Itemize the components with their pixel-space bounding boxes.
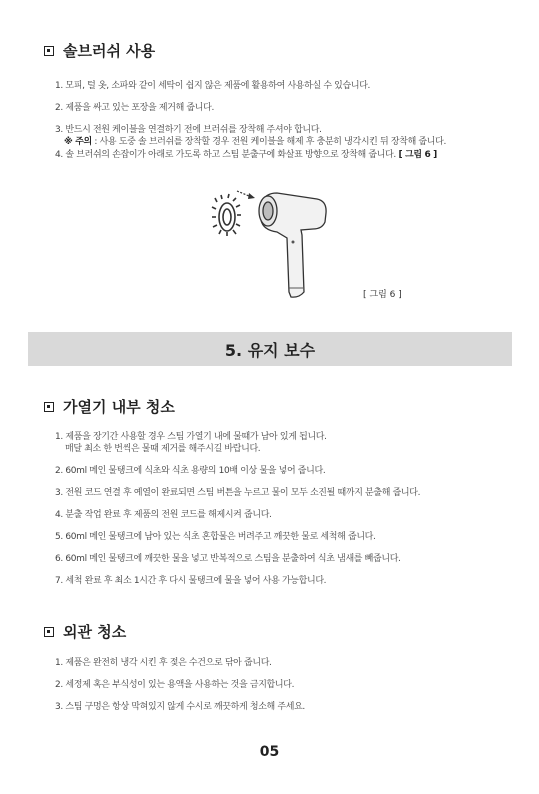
- list-item: [55, 149, 525, 161]
- section-title-text: 외관 청소: [63, 623, 127, 641]
- banner-title: 5. 유지 보수: [224, 340, 316, 360]
- caution-label: ※ 주의: [64, 137, 92, 147]
- section-title-text: 가열기 내부 청소: [63, 398, 175, 416]
- list-item: 1. 제품을 장기간 사용할 경우 스팀 가열기 내에 물때가 남아 있게 됩니다.: [55, 432, 327, 442]
- attach-direction-arrow-icon: [237, 191, 255, 199]
- list-item: 1. 제품은 완전히 냉각 시킨 후 젖은 수건으로 닦아 줍니다.: [55, 658, 272, 668]
- maintenance-banner: [28, 332, 512, 366]
- list-item: 1. 모피, 털 옷, 소파와 같이 세탁이 쉽지 않은 제품에 활용하여 사용하실 수 있습니다.: [55, 81, 371, 91]
- section-title-brush: [44, 40, 155, 61]
- list-item-continued: 매달 최소 한 번씩은 물때 제거를 해주시길 바랍니다.: [65, 444, 261, 454]
- caution-note: [55, 136, 525, 148]
- list-item: 2. 60ml 메인 물탱크에 식초와 식초 용량의 10배 이상 물을 넣어 줍니다.: [55, 466, 326, 476]
- figure-caption: [ 그림 6 ]: [363, 290, 402, 300]
- list-item: 7. 세척 완료 후 최소 1시간 후 다시 물탱크에 물을 넣어 사용 가능합니다.: [55, 576, 327, 586]
- list-item: 6. 60ml 메인 물탱크에 깨끗한 물을 넣고 반복적으로 스팀을 분출하여 식초 냄새를 빼줍니다.: [55, 554, 401, 564]
- list-item: 3. 전원 코드 연결 후 예열이 완료되면 스팀 버튼을 누르고 물이 모두 소진될 때까지 분출해 줍니다.: [55, 488, 421, 498]
- list-item-text: 4. 솔 브러쉬의 손잡이가 아래로 가도록 하고 스팀 분출구에 화살표 방향으로 장착해 줍니다.: [55, 150, 396, 160]
- list-item: 2. 세정제 혹은 부식성이 있는 용액을 사용하는 것을 금지합니다.: [55, 680, 295, 690]
- exterior-cleaning-instructions: [55, 657, 525, 713]
- steamer-illustration: [205, 180, 335, 300]
- list-item: 5. 60ml 메인 물탱크에 남아 있는 식초 혼합물은 버려주고 깨끗한 물로 세척해 줍니다.: [55, 532, 376, 542]
- list-item: 2. 제품을 싸고 있는 포장을 제거해 줍니다.: [55, 103, 214, 113]
- section-title-text: 솔브러쉬 사용: [63, 42, 156, 60]
- figure-steamer-brush: [205, 180, 335, 300]
- caution-text: : 사용 도중 솔 브러쉬를 장착할 경우 전원 케이블을 해제 후 충분히 냉각시킨 뒤 장착해 줍니다.: [91, 137, 446, 147]
- section-title-exterior: [44, 621, 126, 642]
- list-item: 3. 반드시 전원 케이블을 연결하기 전에 브러쉬를 장착해 주셔야 합니다.: [55, 125, 322, 135]
- brush-instructions: [55, 80, 525, 161]
- square-bullet-icon: [44, 402, 54, 412]
- heater-cleaning-instructions: [55, 431, 525, 587]
- square-bullet-icon: [44, 46, 54, 56]
- list-item: 4. 분출 작업 완료 후 제품의 전원 코드를 해제시켜 줍니다.: [55, 510, 272, 520]
- steamer-body-icon: [259, 193, 326, 297]
- list-item: 3. 스팀 구멍은 항상 막혀있지 않게 수시로 깨끗하게 청소해 주세요.: [55, 702, 305, 712]
- figure-reference: [ 그림 6 ]: [398, 150, 437, 160]
- section-title-heater: [44, 396, 175, 417]
- page-number: 05: [259, 744, 280, 760]
- brush-attachment-icon: [212, 194, 241, 236]
- square-bullet-icon: [44, 627, 54, 637]
